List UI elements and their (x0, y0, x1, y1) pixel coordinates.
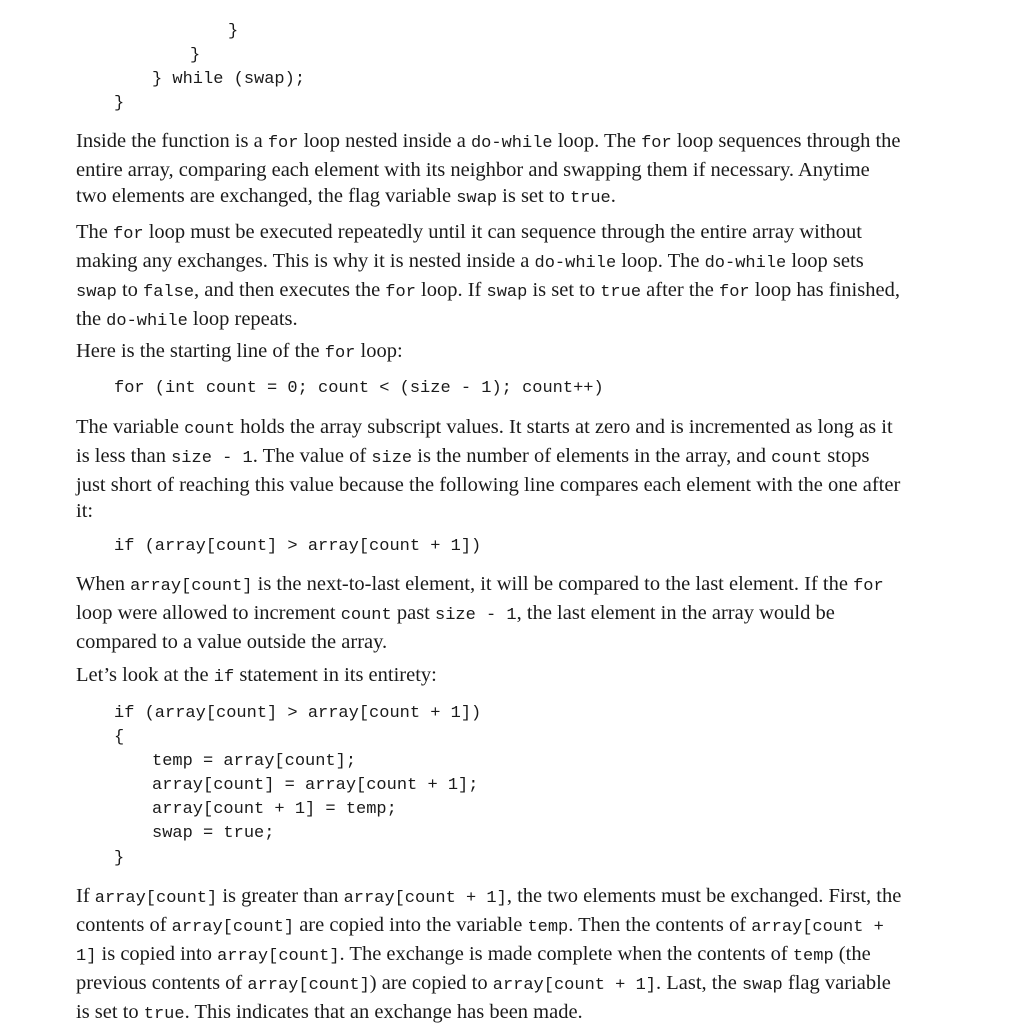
code-line-closing-brace-1: } (228, 22, 239, 41)
paragraph-7: If array[count] is greater than array[count + 1], the two elements must be exchanged. First, the contents of array[count] are copied into the variable temp. Then the contents of array[count + 1] is copied into array[count]. The exchange is made complete when the contents of temp (the previous contents of array[count]) are copied to array[count + 1]. Last, the swap flag variable is set to true. This indicates that an exchange has been made. (76, 885, 902, 1024)
paragraph-2: The for loop must be executed repeatedly until it can sequence through the entire array without making any exchanges. This is why it is nested inside a do-while loop. The do-while loop sets swap to false, and then executes the for loop. If swap is set to true after the for loop has finished, the do-while loop repeats. (76, 221, 900, 331)
paragraph-4: The variable count holds the array subscript values. It starts at zero and is incremented as long as it is less than size - 1. The value of size is the number of elements in the array, and count stops just short of reaching this value because the following line compares each element with the one after it: (76, 416, 901, 522)
code-block-temp-line: temp = array[count]; (152, 752, 357, 771)
paragraph-3: Here is the starting line of the for loop: (76, 340, 403, 363)
paragraph-1: Inside the function is a for loop nested inside a do-while loop. The for loop sequences through the entire array, comparing each element with its neighbor and swapping them if necessary. Anytime two elements are exchanged, the flag variable swap is set to true. (76, 130, 901, 208)
code-block-assign-line: array[count] = array[count + 1]; (152, 776, 479, 795)
paragraph-6: Let’s look at the if statement in its entirety: (76, 664, 437, 687)
code-if-statement: if (array[count] > array[count + 1]) (114, 537, 482, 556)
code-block-swap-line: swap = true; (152, 824, 275, 843)
paragraph-5: When array[count] is the next-to-last element, it will be compared to the last element. If the for loop were allowed to increment count past size - 1, the last element in the array would be compared to a value outside the array. (76, 573, 884, 653)
code-line-closing-brace-2: } (190, 46, 201, 65)
code-for-loop: for (int count = 0; count < (size - 1); count++) (114, 379, 604, 398)
code-block-temp-assign-line: array[count + 1] = temp; (152, 800, 397, 819)
code-block-close-brace: } (114, 849, 125, 868)
code-line-closing-brace-3: } (114, 94, 125, 113)
code-block-open-brace: { (114, 728, 125, 747)
code-line-while-swap: } while (swap); (152, 70, 306, 89)
code-block-if-line: if (array[count] > array[count + 1]) (114, 704, 482, 723)
